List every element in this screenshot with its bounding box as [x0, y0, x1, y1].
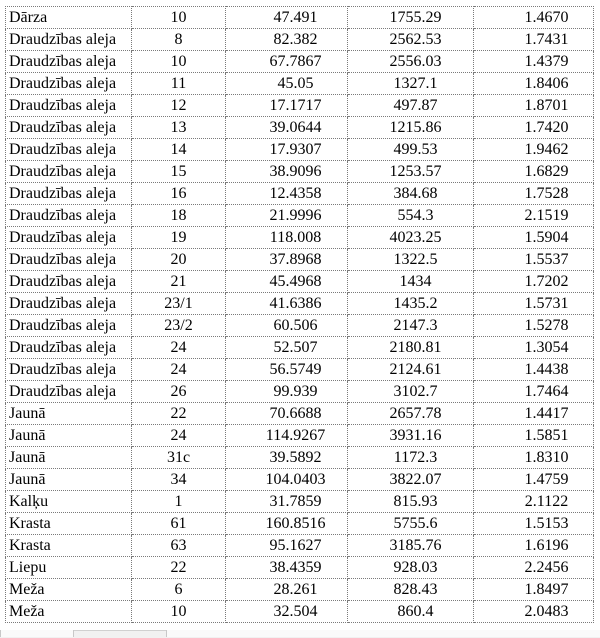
value-b-cell[interactable]: 554.3 [348, 205, 474, 227]
value-b-cell[interactable]: 1327.1 [348, 73, 474, 95]
table-row [6, 513, 594, 535]
street-cell[interactable]: Jaunā [6, 447, 132, 469]
value-c-cell[interactable]: 1.5278 [474, 315, 594, 337]
street-cell[interactable]: Draudzības aleja [6, 337, 132, 359]
value-a-cell[interactable]: 28.261 [226, 579, 348, 601]
street-cell[interactable]: Draudzības aleja [6, 271, 132, 293]
value-b-cell[interactable]: 2556.03 [348, 51, 474, 73]
value-b-cell[interactable]: 860.4 [348, 601, 474, 623]
value-c-cell[interactable]: 2.2456 [474, 557, 594, 579]
table-row [6, 403, 594, 425]
table-row [6, 337, 594, 359]
street-cell[interactable]: Draudzības aleja [6, 315, 132, 337]
data-table [5, 6, 594, 623]
table-row [6, 161, 594, 183]
house-number-cell[interactable]: 26 [132, 381, 226, 403]
house-number-cell[interactable]: 14 [132, 139, 226, 161]
table-row [6, 205, 594, 227]
value-a-cell[interactable]: 39.5892 [226, 447, 348, 469]
street-cell[interactable]: Draudzības aleja [6, 29, 132, 51]
house-number-cell[interactable]: 34 [132, 469, 226, 491]
house-number-cell[interactable]: 1 [132, 491, 226, 513]
value-a-cell[interactable]: 60.506 [226, 315, 348, 337]
value-a-cell[interactable]: 38.9096 [226, 161, 348, 183]
house-number-cell[interactable]: 10 [132, 601, 226, 623]
value-c-cell[interactable]: 2.1122 [474, 491, 594, 513]
street-cell[interactable]: Jaunā [6, 425, 132, 447]
table-row [6, 359, 594, 381]
value-a-cell[interactable]: 21.9996 [226, 205, 348, 227]
value-a-cell[interactable]: 67.7867 [226, 51, 348, 73]
house-number-cell[interactable]: 8 [132, 29, 226, 51]
street-cell[interactable]: Liepu [6, 557, 132, 579]
value-b-cell[interactable]: 1435.2 [348, 293, 474, 315]
value-b-cell[interactable]: 1253.57 [348, 161, 474, 183]
street-cell[interactable]: Draudzības aleja [6, 161, 132, 183]
street-cell[interactable]: Draudzības aleja [6, 227, 132, 249]
house-number-cell[interactable]: 63 [132, 535, 226, 557]
value-c-cell[interactable]: 1.5153 [474, 513, 594, 535]
table-row [6, 381, 594, 403]
value-a-cell[interactable]: 17.1717 [226, 95, 348, 117]
value-c-cell[interactable]: 1.4417 [474, 403, 594, 425]
table-row [6, 315, 594, 337]
value-a-cell[interactable]: 104.0403 [226, 469, 348, 491]
house-number-cell[interactable]: 12 [132, 95, 226, 117]
table-row [6, 117, 594, 139]
value-b-cell[interactable]: 1322.5 [348, 249, 474, 271]
street-cell[interactable]: Krasta [6, 513, 132, 535]
house-number-cell[interactable]: 18 [132, 205, 226, 227]
value-a-cell[interactable]: 45.4968 [226, 271, 348, 293]
table-row [6, 557, 594, 579]
value-a-cell[interactable]: 37.8968 [226, 249, 348, 271]
house-number-cell[interactable]: 15 [132, 161, 226, 183]
value-b-cell[interactable]: 828.43 [348, 579, 474, 601]
house-number-cell[interactable]: 20 [132, 249, 226, 271]
value-a-cell[interactable]: 32.504 [226, 601, 348, 623]
value-a-cell[interactable]: 52.507 [226, 337, 348, 359]
value-b-cell[interactable]: 384.68 [348, 183, 474, 205]
table-row [6, 29, 594, 51]
value-b-cell[interactable]: 2180.81 [348, 337, 474, 359]
house-number-cell[interactable]: 24 [132, 337, 226, 359]
value-c-cell[interactable]: 1.8406 [474, 73, 594, 95]
value-b-cell[interactable]: 497.87 [348, 95, 474, 117]
house-number-cell[interactable]: 24 [132, 425, 226, 447]
value-b-cell[interactable]: 3822.07 [348, 469, 474, 491]
value-a-cell[interactable]: 38.4359 [226, 557, 348, 579]
value-c-cell[interactable]: 1.5731 [474, 293, 594, 315]
table-row [6, 183, 594, 205]
street-cell[interactable]: Draudzības aleja [6, 359, 132, 381]
value-b-cell[interactable]: 3185.76 [348, 535, 474, 557]
value-b-cell[interactable]: 815.93 [348, 491, 474, 513]
table-body [6, 7, 594, 623]
value-c-cell[interactable]: 1.7202 [474, 271, 594, 293]
table-row [6, 447, 594, 469]
house-number-cell[interactable]: 21 [132, 271, 226, 293]
value-a-cell[interactable]: 118.008 [226, 227, 348, 249]
house-number-cell[interactable]: 22 [132, 403, 226, 425]
value-c-cell[interactable]: 1.7431 [474, 29, 594, 51]
table-row [6, 491, 594, 513]
value-c-cell[interactable]: 1.6829 [474, 161, 594, 183]
value-a-cell[interactable]: 56.5749 [226, 359, 348, 381]
value-b-cell[interactable]: 1172.3 [348, 447, 474, 469]
value-c-cell[interactable]: 1.4438 [474, 359, 594, 381]
street-cell[interactable]: Jaunā [6, 403, 132, 425]
table-row [6, 579, 594, 601]
value-b-cell[interactable]: 3931.16 [348, 425, 474, 447]
value-c-cell[interactable]: 1.4379 [474, 51, 594, 73]
table-row [6, 425, 594, 447]
value-a-cell[interactable]: 99.939 [226, 381, 348, 403]
value-b-cell[interactable]: 2147.3 [348, 315, 474, 337]
value-a-cell[interactable]: 41.6386 [226, 293, 348, 315]
house-number-cell[interactable]: 10 [132, 7, 226, 29]
house-number-cell[interactable]: 24 [132, 359, 226, 381]
street-cell[interactable]: Kalķu [6, 491, 132, 513]
street-cell[interactable]: Draudzības aleja [6, 183, 132, 205]
street-cell[interactable]: Draudzības aleja [6, 139, 132, 161]
value-b-cell[interactable]: 499.53 [348, 139, 474, 161]
value-b-cell[interactable]: 4023.25 [348, 227, 474, 249]
value-a-cell[interactable]: 47.491 [226, 7, 348, 29]
table-row [6, 95, 594, 117]
value-b-cell[interactable]: 3102.7 [348, 381, 474, 403]
table-row [6, 227, 594, 249]
value-c-cell[interactable]: 1.5904 [474, 227, 594, 249]
value-c-cell[interactable]: 1.7528 [474, 183, 594, 205]
house-number-cell[interactable]: 11 [132, 73, 226, 95]
value-c-cell[interactable]: 1.8310 [474, 447, 594, 469]
street-cell[interactable]: Meža [6, 579, 132, 601]
value-b-cell[interactable]: 5755.6 [348, 513, 474, 535]
value-c-cell[interactable]: 2.0483 [474, 601, 594, 623]
value-a-cell[interactable]: 82.382 [226, 29, 348, 51]
table-row [6, 139, 594, 161]
value-c-cell[interactable]: 1.6196 [474, 535, 594, 557]
value-b-cell[interactable]: 1434 [348, 271, 474, 293]
value-c-cell[interactable]: 1.5851 [474, 425, 594, 447]
sheet-tab-right[interactable] [166, 630, 600, 637]
value-c-cell[interactable]: 1.4670 [474, 7, 594, 29]
value-c-cell[interactable]: 1.9462 [474, 139, 594, 161]
table-row [6, 293, 594, 315]
street-cell[interactable]: Krasta [6, 535, 132, 557]
value-a-cell[interactable]: 95.1627 [226, 535, 348, 557]
sheet-tab-left[interactable] [0, 630, 74, 637]
street-cell[interactable]: Meža [6, 601, 132, 623]
value-a-cell[interactable]: 12.4358 [226, 183, 348, 205]
street-cell[interactable]: Jaunā [6, 469, 132, 491]
house-number-cell[interactable]: 23/1 [132, 293, 226, 315]
value-c-cell[interactable]: 1.5537 [474, 249, 594, 271]
value-a-cell[interactable]: 45.05 [226, 73, 348, 95]
street-cell[interactable]: Draudzības aleja [6, 381, 132, 403]
value-c-cell[interactable]: 1.3054 [474, 337, 594, 359]
value-a-cell[interactable]: 160.8516 [226, 513, 348, 535]
value-b-cell[interactable]: 2124.61 [348, 359, 474, 381]
value-c-cell[interactable]: 1.8497 [474, 579, 594, 601]
house-number-cell[interactable]: 6 [132, 579, 226, 601]
value-b-cell[interactable]: 1755.29 [348, 7, 474, 29]
value-b-cell[interactable]: 2562.53 [348, 29, 474, 51]
value-a-cell[interactable]: 39.0644 [226, 117, 348, 139]
house-number-cell[interactable]: 22 [132, 557, 226, 579]
table-row [6, 601, 594, 623]
street-cell[interactable]: Draudzības aleja [6, 73, 132, 95]
house-number-cell[interactable]: 16 [132, 183, 226, 205]
value-c-cell[interactable]: 1.7420 [474, 117, 594, 139]
value-c-cell[interactable]: 1.8701 [474, 95, 594, 117]
street-cell[interactable]: Draudzības aleja [6, 51, 132, 73]
value-a-cell[interactable]: 70.6688 [226, 403, 348, 425]
value-b-cell[interactable]: 928.03 [348, 557, 474, 579]
value-c-cell[interactable]: 1.7464 [474, 381, 594, 403]
house-number-cell[interactable]: 10 [132, 51, 226, 73]
street-cell[interactable]: Draudzības aleja [6, 249, 132, 271]
house-number-cell[interactable]: 19 [132, 227, 226, 249]
table-row [6, 535, 594, 557]
table-row [6, 7, 594, 29]
table-row [6, 73, 594, 95]
table-row [6, 271, 594, 293]
value-a-cell[interactable]: 17.9307 [226, 139, 348, 161]
value-c-cell[interactable]: 2.1519 [474, 205, 594, 227]
table-row [6, 249, 594, 271]
value-b-cell[interactable]: 2657.78 [348, 403, 474, 425]
value-a-cell[interactable]: 31.7859 [226, 491, 348, 513]
table-row [6, 51, 594, 73]
value-c-cell[interactable]: 1.4759 [474, 469, 594, 491]
street-cell[interactable]: Draudzības aleja [6, 293, 132, 315]
house-number-cell[interactable]: 61 [132, 513, 226, 535]
street-cell[interactable]: Dārza [6, 7, 132, 29]
value-b-cell[interactable]: 1215.86 [348, 117, 474, 139]
street-cell[interactable]: Draudzības aleja [6, 117, 132, 139]
house-number-cell[interactable]: 31c [132, 447, 226, 469]
table-row [6, 469, 594, 491]
street-cell[interactable]: Draudzības aleja [6, 205, 132, 227]
value-a-cell[interactable]: 114.9267 [226, 425, 348, 447]
house-number-cell[interactable]: 23/2 [132, 315, 226, 337]
street-cell[interactable]: Draudzības aleja [6, 95, 132, 117]
house-number-cell[interactable]: 13 [132, 117, 226, 139]
